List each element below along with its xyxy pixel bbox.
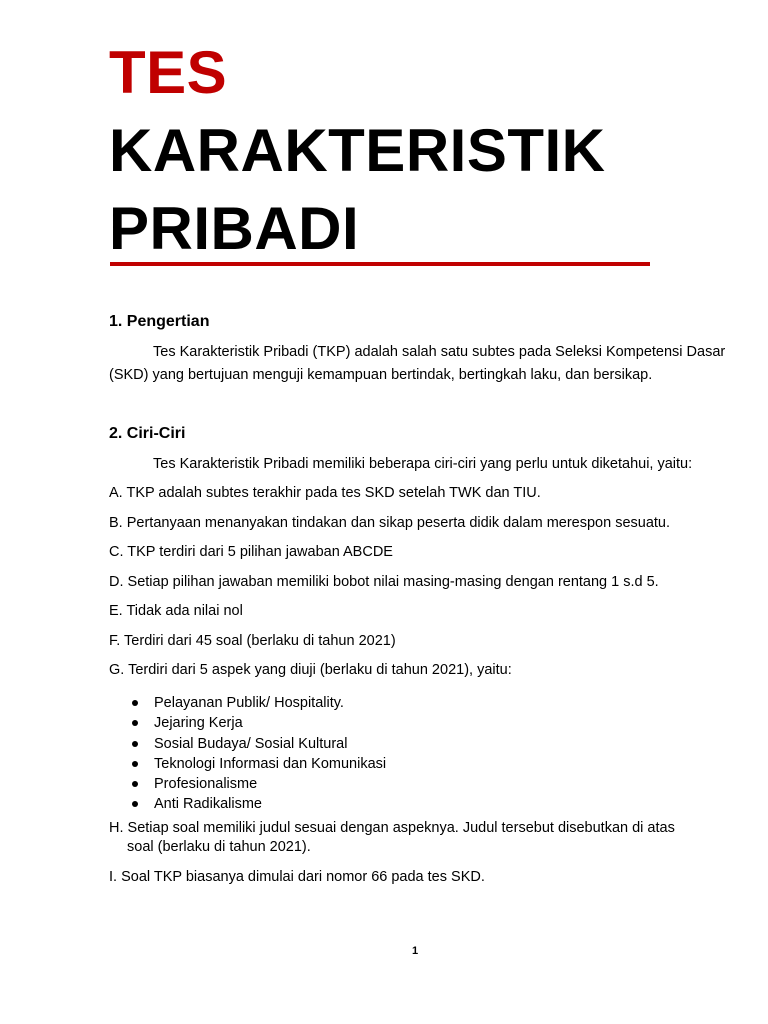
pengertian-paragraph: [109, 341, 729, 387]
bullet-dot-icon: [132, 720, 138, 726]
list-item-i: I. Soal TKP biasanya dimulai dari nomor 66 pada tes SKD.: [109, 869, 485, 885]
title-line-karakteristik: KARAKTERISTIK: [109, 117, 606, 184]
bullet-item: Pelayanan Publik/ Hospitality.: [130, 693, 386, 713]
bullet-dot-icon: [132, 741, 138, 747]
bullet-item: Anti Radikalisme: [130, 794, 386, 814]
title-underline: [110, 262, 650, 266]
list-item-e: E. Tidak ada nilai nol: [109, 603, 243, 619]
bullet-item: Profesionalisme: [130, 774, 386, 794]
list-item-h-line2: soal (berlaku di tahun 2021).: [127, 838, 311, 855]
pengertian-text: Tes Karakteristik Pribadi (TKP) adalah salah satu subtes pada Seleksi Kompetensi Dasar (SKD) yang bertujuan menguji kemampuan bertindak, bertingkah laku, dan bersikap.: [109, 344, 726, 383]
list-item-c: C. TKP terdiri dari 5 pilihan jawaban ABCDE: [109, 544, 393, 560]
title-line-tes: TES: [109, 39, 228, 106]
list-item-a: A. TKP adalah subtes terakhir pada tes SKD setelah TWK dan TIU.: [109, 485, 541, 501]
section-heading-ciri-ciri: 2. Ciri-Ciri: [109, 425, 186, 442]
list-item-b: B. Pertanyaan menanyakan tindakan dan sikap peserta didik dalam merespon sesuatu.: [109, 515, 671, 531]
bullet-dot-icon: [132, 700, 138, 706]
ciri-ciri-intro: Tes Karakteristik Pribadi memiliki beberapa ciri-ciri yang perlu untuk diketahui, yaitu:: [153, 456, 693, 472]
title-line-pribadi: PRIBADI: [109, 195, 360, 262]
list-item-f: F. Terdiri dari 45 soal (berlaku di tahun 2021): [109, 633, 396, 649]
bullet-item: Jejaring Kerja: [130, 713, 386, 733]
list-item-d: D. Setiap pilihan jawaban memiliki bobot nilai masing-masing dengan rentang 1 s.d 5.: [109, 574, 659, 590]
list-item-h-line1: H. Setiap soal memiliki judul sesuai dengan aspeknya. Judul tersebut disebutkan di atas: [109, 820, 675, 836]
bullet-item: Teknologi Informasi dan Komunikasi: [130, 754, 386, 774]
section-heading-pengertian: 1. Pengertian: [109, 313, 210, 330]
bullet-dot-icon: [132, 781, 138, 787]
aspect-bullet-list: [130, 693, 386, 815]
list-item-h: [109, 819, 729, 856]
bullet-dot-icon: [132, 801, 138, 807]
list-item-g: G. Terdiri dari 5 aspek yang diuji (berlaku di tahun 2021), yaitu:: [109, 662, 512, 678]
page-number: 1: [411, 945, 419, 957]
bullet-item: Sosial Budaya/ Sosial Kultural: [130, 734, 386, 754]
bullet-dot-icon: [132, 761, 138, 767]
